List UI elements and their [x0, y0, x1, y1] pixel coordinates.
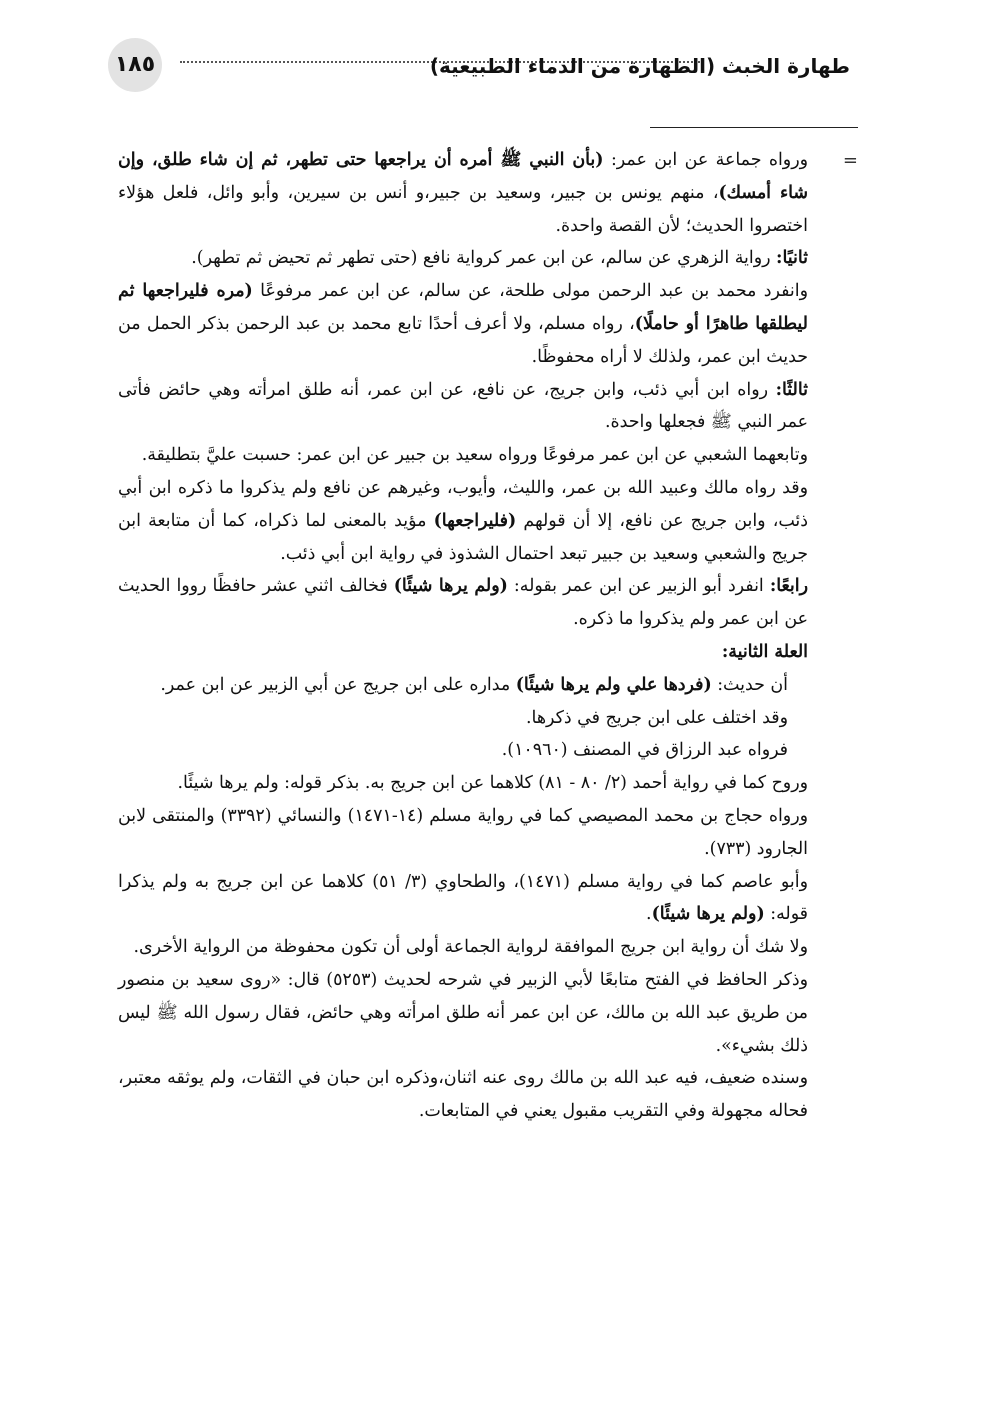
- text-run: انفرد أبو الزبير عن ابن عمر بقوله:: [507, 576, 770, 597]
- text-run: وتابعهما الشعبي عن ابن عمر مرفوعًا ورواه سعيد بن جبير عن ابن عمر: حسبت عليَّ بتطليقة.: [141, 445, 808, 466]
- paragraph: [118, 636, 808, 669]
- paragraph: [118, 242, 808, 275]
- bold-text-run: ثالثًا:: [775, 379, 808, 400]
- text-run: ، منهم يونس بن جبير، وسعيد بن جبير،و أنس بن سيرين، وأبو وائل، فلعل هؤلاء اختصروا الحديث؛ لأن القصة واحدة.: [118, 182, 808, 236]
- paragraph: [118, 570, 808, 636]
- text-run: رواه ابن أبي ذئب، وابن جريج، عن نافع، عن ابن عمر، أنه طلق امرأته وهي حائض فأتى عمر النبي ﷺ فجعلها واحدة.: [118, 379, 808, 433]
- paragraph: [118, 275, 808, 373]
- bold-text-run: (مره فليراجعها ثم ليطلقها طاهرًا أو حاملًا): [118, 281, 808, 334]
- paragraph: [118, 702, 808, 735]
- chapter-title: طهارة الخبث (الطهارة من الدماء الطبيعية): [429, 54, 850, 78]
- page-header: [108, 38, 850, 98]
- text-run: رواية الزهري عن سالم، عن ابن عمر كرواية نافع (حتى تطهر ثم تحيض ثم تطهر).: [191, 248, 777, 269]
- bold-text-run: (فردها علي ولم يرها شيئًا): [515, 674, 712, 695]
- text-run: ، رواه مسلم، ولا أعرف أحدًا تابع محمد بن عبد الرحمن بذكر الحمل من حديث ابن عمر، ولذلك لا أراه محفوظًا.: [118, 313, 808, 367]
- text-run: وأبو عاصم كما في رواية مسلم (١٤٧١)، والطحاوي (٣/ ٥١) كلاهما عن ابن جريج به ولم يذكرا قوله:: [118, 871, 808, 925]
- paragraph: [118, 374, 808, 440]
- paragraph: [118, 931, 808, 964]
- paragraph: [118, 439, 808, 472]
- bold-text-run: (ولم يرها شيئًا): [393, 576, 508, 597]
- text-run: وقد رواه مالك وعبيد الله بن عمر، والليث، وأيوب، وغيرهم عن نافع ولم يذكروا ما ذكره ابن أبي ذئب، وابن جريج عن نافع، إلا أن قولهم: [118, 477, 808, 531]
- text-run: .: [646, 904, 652, 925]
- text-run: فرواه عبد الرزاق في المصنف (١٠٩٦٠).: [501, 740, 788, 761]
- bold-text-run: (فليراجعها): [433, 510, 517, 531]
- bold-text-run: (ولم يرها شيئًا): [651, 904, 765, 925]
- text-run: وروح كما في رواية أحمد (٢/ ٨٠ - ٨١) كلاهما عن ابن جريج به. بذكر قوله: ولم يرها شيئًا.: [177, 773, 808, 794]
- bold-text-run: ثانيًا:: [776, 248, 808, 269]
- paragraph: [118, 1062, 808, 1128]
- text-run: فخالف اثني عشر حافظًا رووا الحديث عن ابن عمر ولم يذكروا ما ذكره.: [118, 576, 808, 630]
- text-run: وسنده ضعيف، فيه عبد الله بن مالك روى عنه اثنان،وذكره ابن حبان في الثقات، ولم يوثقه معتبر، فحاله مجهولة وفي التقريب مقبول يعني في المتابعات.: [118, 1068, 808, 1122]
- bold-text-run: رابعًا:: [769, 576, 808, 597]
- paragraph: [118, 734, 808, 767]
- text-run: وذكر الحافظ في الفتح متابعًا لأبي الزبير في شرحه لحديث (٥٢٥٣) قال: «روى سعيد بن منصور من طريق عبد الله بن مالك، عن ابن عمر أنه طلق امرأته وهي حائض، فقال رسول الله ﷺ ليس ذلك بشيء».: [118, 969, 808, 1056]
- paragraph: [118, 866, 808, 932]
- bold-text-run: العلة الثانية:: [721, 641, 808, 662]
- paragraph: [118, 472, 808, 570]
- paragraph: [118, 964, 808, 1062]
- text-run: ورواه جماعة عن ابن عمر:: [603, 150, 809, 170]
- text-run: أن حديث:: [711, 674, 788, 695]
- continuation-mark: =: [842, 150, 858, 171]
- bold-text-run: (بأن النبي ﷺ أمره أن يراجعها حتى تطهر، ثم إن شاء طلق، وإن شاء أمسك): [118, 150, 808, 203]
- paragraph: [118, 144, 808, 242]
- footnote-separator-rule: [650, 127, 858, 128]
- text-run: وقد اختلف على ابن جريج في ذكرها.: [526, 707, 788, 728]
- text-run: وانفرد محمد بن عبد الرحمن مولى طلحة، عن سالم، عن ابن عمر مرفوعًا: [252, 281, 808, 302]
- text-run: مؤيد بالمعنى لما ذكراه، كما أن متابعة ابن جريج والشعبي وسعيد بن جبير تبعد احتمال الشذوذ في رواية ابن أبي ذئب.: [118, 510, 808, 564]
- page-number-badge: ١٨٥: [108, 38, 162, 92]
- text-run: ورواه حجاج بن محمد المصيصي كما في رواية مسلم (١٤-١٤٧١) والنسائي (٣٣٩٢) والمنتقى لابن الجارود (٧٣٣).: [118, 805, 808, 859]
- text-run: مداره على ابن جريج عن أبي الزبير عن ابن عمر.: [160, 674, 516, 695]
- footnote-body: [118, 144, 808, 1128]
- text-run: ولا شك أن رواية ابن جريج الموافقة لرواية الجماعة أولى أن تكون محفوظة من الرواية الأخرى.: [133, 937, 808, 958]
- paragraph: [118, 800, 808, 866]
- paragraph: [118, 767, 808, 800]
- paragraph: [118, 669, 808, 702]
